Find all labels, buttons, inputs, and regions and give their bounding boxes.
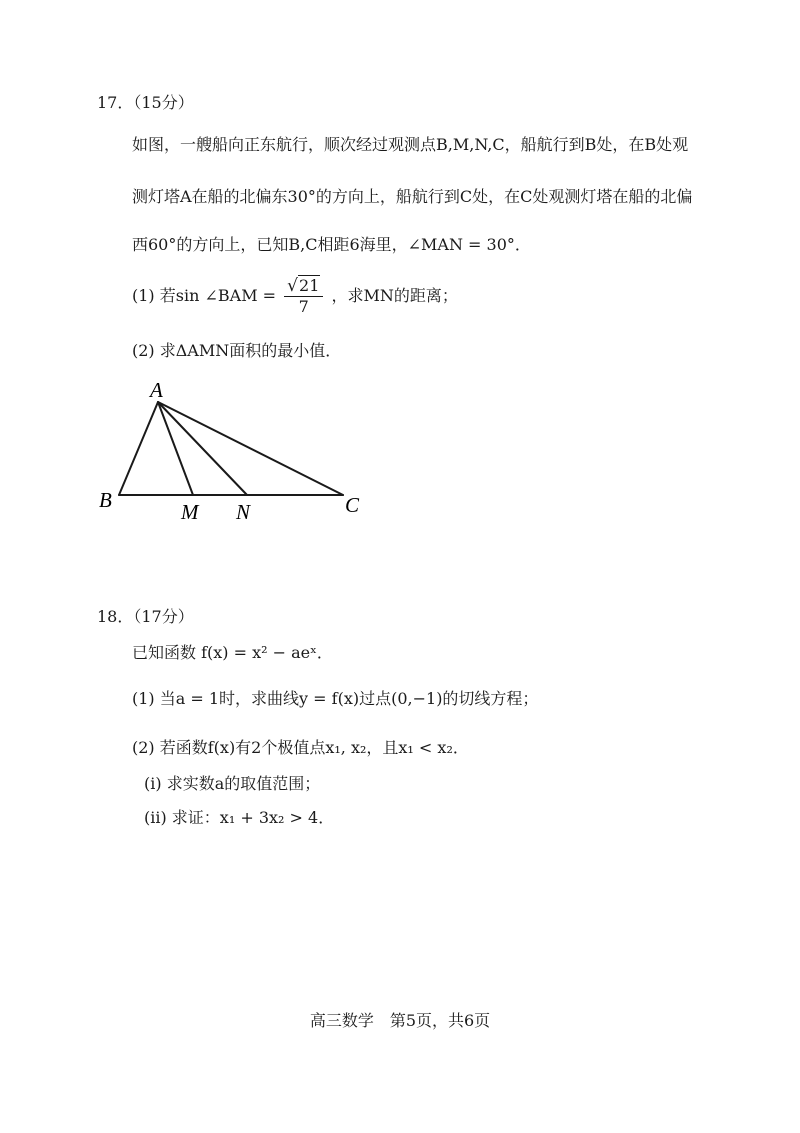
q17-part-1: [132, 276, 458, 316]
label-n: N: [236, 500, 251, 524]
q17-part-2: (2) 求ΔAMN面积的最小值．: [132, 341, 342, 360]
segment-ab: [119, 402, 158, 495]
q17-text-line-1: 如图，一艘船向正东航行，顺次经过观测点B,M,N,C，船航行到B处，在B处观: [132, 135, 689, 154]
q18-part-2-ii: (ii) 求证：x₁ + 3x₂ > 4．: [144, 808, 335, 827]
q18-part-2: (2) 若函数f(x)有2个极值点x₁, x₂，且x₁ < x₂．: [132, 738, 469, 757]
q18-header: 18．（17分）: [97, 607, 194, 626]
fraction-denominator: 7: [298, 297, 309, 316]
q17-part-1-suffix: ，求MN的距离；: [331, 286, 458, 305]
label-a: A: [150, 378, 163, 402]
label-b: B: [99, 488, 112, 512]
q18-part-2-i: (i) 求实数a的取值范围；: [144, 774, 321, 793]
sqrt-icon: √: [287, 276, 299, 296]
segment-ac: [158, 402, 343, 495]
q17-header: 17．（15分）: [97, 93, 194, 112]
page-footer: 高三数学 第5页，共6页: [309, 1011, 491, 1030]
label-c: C: [345, 493, 360, 517]
label-m: M: [181, 500, 199, 524]
q17-text-line-3: 西60°的方向上，已知B,C相距6海里，∠MAN = 30°．: [132, 235, 531, 254]
triangle-figure: [95, 375, 385, 525]
q17-part-1-prefix: (1) 若sin ∠BAM =: [132, 286, 277, 305]
sqrt21-over-7-fraction: [284, 277, 323, 316]
q18-part-1: (1) 当a = 1时，求曲线y = f(x)过点(0,−1)的切线方程；: [132, 689, 539, 708]
q18-text-line-1: 已知函数 f(x) = x² − aeˣ．: [132, 643, 333, 662]
fraction-numerator: [284, 277, 323, 297]
segment-an: [158, 402, 247, 495]
q17-text-line-2: 测灯塔A在船的北偏东30°的方向上，船航行到C处，在C处观测灯塔在船的北偏: [132, 187, 693, 206]
fraction-numerator-value: 21: [299, 276, 320, 295]
